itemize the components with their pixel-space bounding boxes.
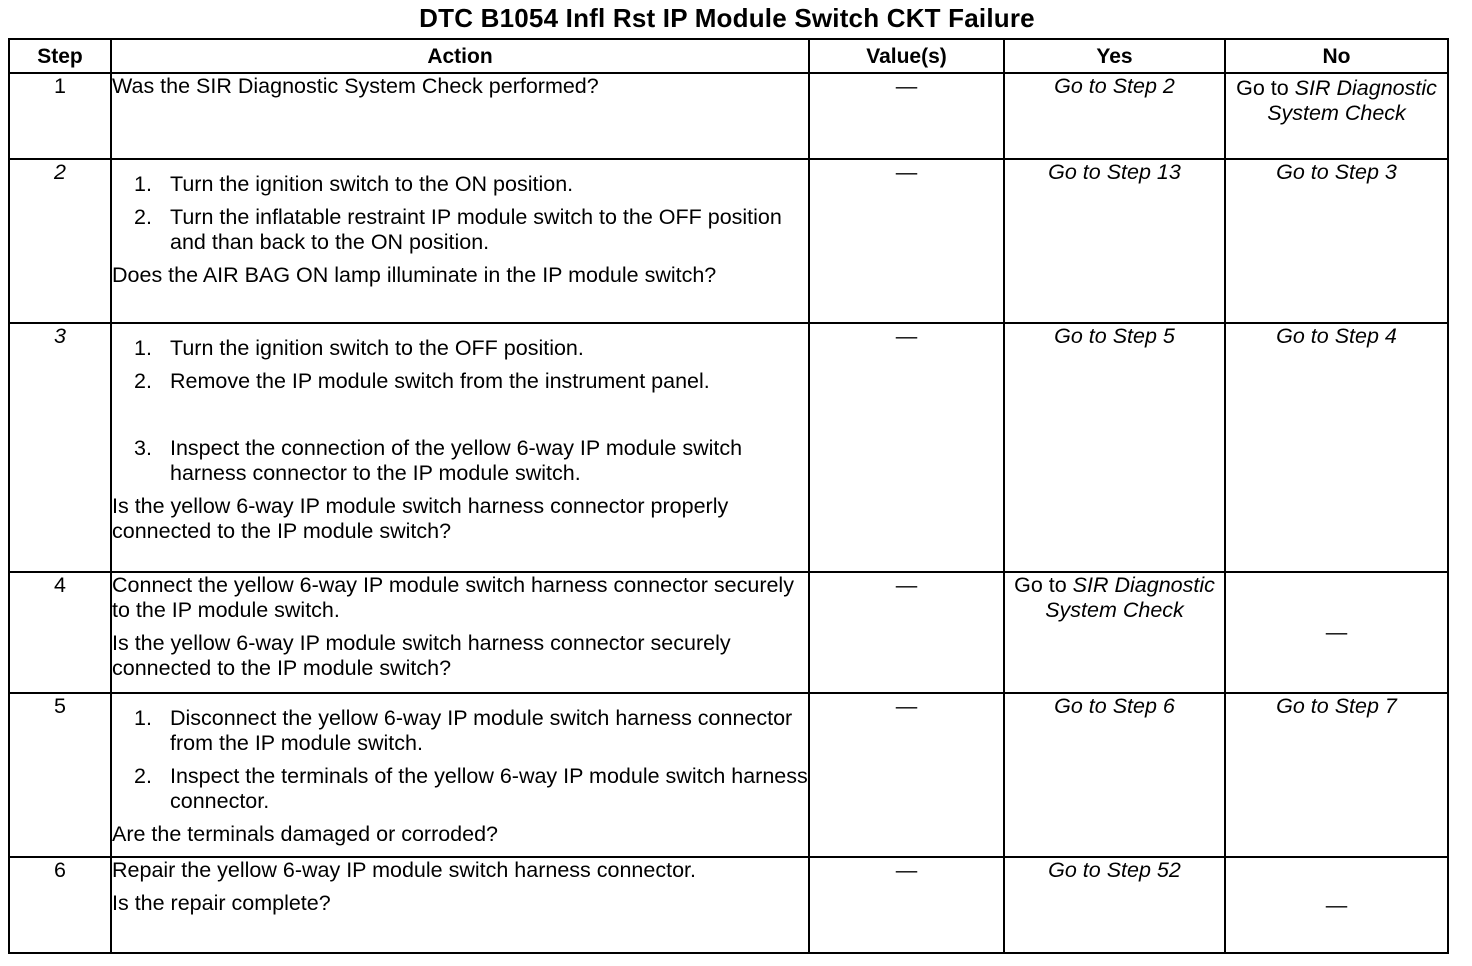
yes-link[interactable]: Go to Step 2 xyxy=(1054,74,1175,98)
no-cell xyxy=(1225,693,1448,857)
item-number: 2. xyxy=(134,369,152,393)
list-item xyxy=(112,369,808,394)
no-link[interactable]: Go to Step 7 xyxy=(1276,694,1397,718)
no-cell: — xyxy=(1225,572,1448,693)
item-number: 1. xyxy=(134,336,152,360)
step-number: 4 xyxy=(9,572,111,693)
action-question: Is the repair complete? xyxy=(112,891,331,915)
diagnostic-table xyxy=(8,38,1449,954)
item-text: Disconnect the yellow 6-way IP module switch harness connector from the IP module switch. xyxy=(170,706,793,755)
value-cell: — xyxy=(809,73,1004,159)
item-text: Turn the ignition switch to the ON position. xyxy=(170,172,574,196)
no-link[interactable]: Go to Step 3 xyxy=(1276,160,1397,184)
yes-cell xyxy=(1004,857,1225,953)
table-row xyxy=(9,857,1448,953)
item-text: Inspect the connection of the yellow 6-way IP module switch harness connector to the IP module switch. xyxy=(170,436,743,485)
action-cell xyxy=(111,73,809,159)
yes-cell xyxy=(1004,693,1225,857)
page-title: DTC B1054 Infl Rst IP Module Switch CKT Failure xyxy=(419,3,1035,33)
action-question: Is the yellow 6-way IP module switch harness connector securely connected to the IP module switch? xyxy=(112,631,731,680)
header-values: Value(s) xyxy=(809,39,1004,73)
no-prefix: Go to xyxy=(1236,76,1295,100)
action-list xyxy=(112,706,808,814)
yes-link[interactable]: Go to Step 52 xyxy=(1048,858,1181,882)
item-text: Remove the IP module switch from the instrument panel. xyxy=(170,369,710,393)
header-no: No xyxy=(1225,39,1448,73)
value-cell: — xyxy=(809,693,1004,857)
header-action: Action xyxy=(111,39,809,73)
value-cell: — xyxy=(809,323,1004,572)
no-link[interactable]: Go to Step 4 xyxy=(1276,324,1397,348)
action-cell xyxy=(111,572,809,693)
no-cell xyxy=(1225,73,1448,159)
list-item xyxy=(112,706,808,756)
step-number: 2 xyxy=(9,159,111,323)
action-question: Is the yellow 6-way IP module switch harness connector properly connected to the IP module switch? xyxy=(112,494,729,543)
value-cell: — xyxy=(809,857,1004,953)
table-row xyxy=(9,159,1448,323)
action-cell xyxy=(111,693,809,857)
action-text: Repair the yellow 6-way IP module switch harness connector. xyxy=(112,858,696,882)
step-number: 1 xyxy=(9,73,111,159)
no-italic: SIR Diagnostic System Check xyxy=(1267,76,1437,125)
item-number: 1. xyxy=(134,706,152,730)
step-number: 3 xyxy=(9,323,111,572)
yes-link[interactable]: Go to Step 5 xyxy=(1054,324,1175,348)
yes-cell xyxy=(1004,73,1225,159)
no-cell: — xyxy=(1225,857,1448,953)
list-item xyxy=(112,436,808,486)
spacer xyxy=(112,402,808,436)
value-cell: — xyxy=(809,159,1004,323)
item-number: 2. xyxy=(134,764,152,788)
yes-link[interactable]: Go to Step 6 xyxy=(1054,694,1175,718)
action-list xyxy=(112,172,808,255)
item-text: Inspect the terminals of the yellow 6-way IP module switch harness connector. xyxy=(170,764,808,813)
list-item xyxy=(112,336,808,361)
header-row xyxy=(9,39,1448,73)
yes-cell xyxy=(1004,572,1225,693)
yes-cell xyxy=(1004,159,1225,323)
header-step: Step xyxy=(9,39,111,73)
list-item xyxy=(112,764,808,814)
action-question: Does the AIR BAG ON lamp illuminate in the IP module switch? xyxy=(112,263,717,287)
table-row xyxy=(9,323,1448,572)
yes-italic: SIR Diagnostic System Check xyxy=(1045,573,1215,622)
action-cell xyxy=(111,857,809,953)
table-row xyxy=(9,693,1448,857)
list-item xyxy=(112,172,808,197)
table-row xyxy=(9,572,1448,693)
step-number: 6 xyxy=(9,857,111,953)
yes-prefix: Go to xyxy=(1014,573,1073,597)
header-yes: Yes xyxy=(1004,39,1225,73)
item-text: Turn the ignition switch to the OFF position. xyxy=(170,336,584,360)
item-number: 1. xyxy=(134,172,152,196)
yes-link[interactable]: Go to Step 13 xyxy=(1048,160,1181,184)
list-item xyxy=(112,205,808,255)
action-cell xyxy=(111,159,809,323)
yes-cell xyxy=(1004,323,1225,572)
item-text: Turn the inflatable restraint IP module switch to the OFF position and than back to the ON position. xyxy=(170,205,782,254)
action-list xyxy=(112,336,808,486)
table-row xyxy=(9,73,1448,159)
value-cell: — xyxy=(809,572,1004,693)
step-number: 5 xyxy=(9,693,111,857)
no-cell xyxy=(1225,323,1448,572)
action-question: Are the terminals damaged or corroded? xyxy=(112,822,499,846)
item-number: 2. xyxy=(134,205,152,229)
yes-link[interactable] xyxy=(1014,573,1215,622)
no-link[interactable] xyxy=(1236,76,1437,125)
action-cell xyxy=(111,323,809,572)
action-question: Was the SIR Diagnostic System Check performed? xyxy=(112,74,599,98)
item-number: 3. xyxy=(134,436,152,460)
action-text: Connect the yellow 6-way IP module switch harness connector securely to the IP module switch. xyxy=(112,573,794,622)
no-cell xyxy=(1225,159,1448,323)
